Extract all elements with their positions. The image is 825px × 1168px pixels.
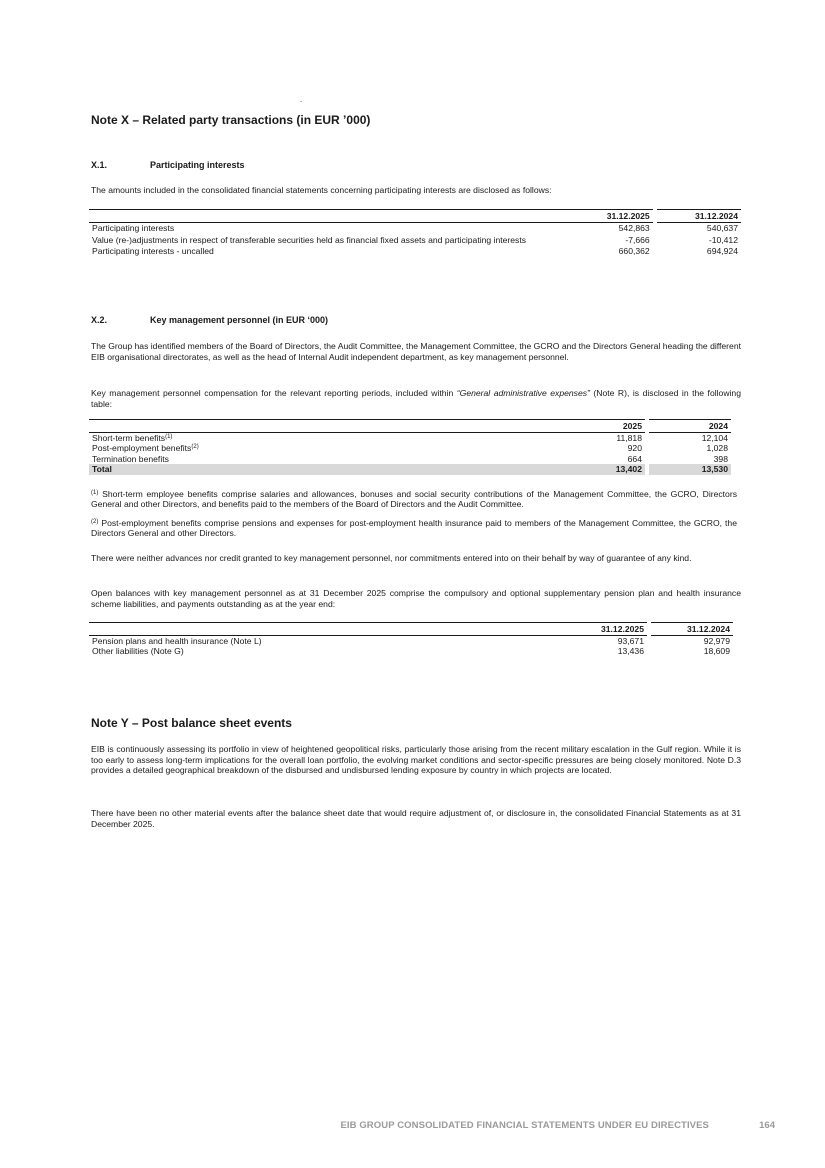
column-header: 31.12.2024 [657,210,741,223]
table-row [89,454,731,465]
page-number: 164 [759,1120,775,1131]
table-row [89,635,733,646]
note-y-para2: There have been no other material events after the balance sheet date that would require adjustment of, or disclosure in, the consolidated Financial Statements as at 31 December 2025. [91,808,741,829]
row-label: Other liabilities (Note G) [92,646,184,656]
participating-interests-table [89,209,741,256]
table-row [89,233,741,246]
section-x2-para3: There were neither advances nor credit granted to key management personnel, nor commitments entered into on their behalf by way of guarantee of any kind. [91,553,692,563]
table-row [89,246,741,257]
section-x2-title: Key management personnel (in EUR ‘000) [150,315,329,325]
row-value-2025: 542,863 [618,222,650,233]
section-x1-title: Participating interests [150,160,245,170]
column-header: 31.12.2025 [563,623,647,636]
row-value-2025: 664 [627,453,642,464]
section-x2-para2: Key management personnel compensation for the relevant reporting periods, included within “General administrative expenses” (Note R), is disclosed in the following table: [91,388,741,409]
table-total-row [89,464,731,475]
row-value-2025: 13,436 [617,646,644,656]
table-header-row [89,210,741,223]
section-x2-number: X.2. [91,315,108,325]
section-x2-para4: Open balances with key management personnel as at 31 December 2025 comprise the compulsory and optional supplementary pension plan and health insurance scheme liabilities, and payments outstanding as at the year end: [91,588,741,609]
row-value-2024: 12,104 [701,432,728,443]
header-blank [89,210,570,223]
row-label: Pension plans and health insurance (Note L) [92,635,262,646]
note-y-title: Note Y – Post balance sheet events [91,716,292,730]
row-value-2025: -7,666 [625,235,650,245]
total-value-2024: 13,530 [649,464,731,475]
stray-dot: . [300,95,303,104]
table-row [89,443,731,454]
table-row [89,222,741,233]
table-header-row [89,623,733,636]
column-header: 31.12.2024 [651,623,733,636]
row-value-2024: -10,412 [708,235,738,245]
note-y-para1: EIB is continuously assessing its portfolio in view of heightened geopolitical risks, particularly those arising from the recent military escalation in the Gulf region. While it is too early to assess long-term implications for the overall loan portfolio, the evolving market conditions and sector-specific pressures are being closely monitored. Note D.3 provides a detailed geographical breakdown of the disbursed and undisbursed lending exposure by country in which projects are located. [91,744,741,776]
footer-title: EIB GROUP CONSOLIDATED FINANCIAL STATEMENTS UNDER EU DIRECTIVES [340,1120,709,1131]
key-management-compensation-table [89,419,731,475]
row-label: Termination benefits [92,453,169,464]
row-value-2025: 11,818 [616,432,642,443]
note-x-title: Note X – Related party transactions (in EUR ’000) [91,113,371,127]
table-header-row [89,420,731,433]
footnote-1: $^{(1)}$ Short-term employee benefits comprise salaries and allowances, bonuses and social security contributions of the Management Committee, the GCRO, Directors General and other Directors, and benefits paid to the members of the Board of Directors and the Audit Committee. [91,489,737,510]
row-value-2025: 660,362 [618,245,650,256]
row-value-2024: 398 [713,453,728,464]
section-x1-number: X.1. [91,160,108,170]
row-value-2025: 920 [627,443,642,453]
open-balances-table [89,622,733,657]
row-value-2024: 92,979 [703,635,730,646]
section-x1-intro: The amounts included in the consolidated financial statements concerning participating interests are disclosed as follows: [91,185,552,195]
header-blank [89,623,563,636]
row-value-2024: 694,924 [706,245,738,256]
row-value-2025: 93,671 [617,635,644,646]
row-value-2024: 1,028 [706,443,728,453]
header-blank [89,420,565,433]
row-value-2024: 18,609 [703,646,730,656]
table-row [89,646,733,657]
column-header: 31.12.2025 [570,210,652,223]
row-label: Value (re-)adjustments in respect of transferable securities held as financial fixed assets and participating interests [92,235,527,245]
row-label: Participating interests [92,222,175,233]
row-label: Participating interests - uncalled [92,245,214,256]
row-label: Post-employment benefits$^{(2)}$ [92,443,199,453]
total-label: Total [89,464,565,475]
row-label: Short-term benefits$^{(1)}$ [92,432,173,443]
column-header: 2024 [649,420,731,433]
total-value-2025: 13,402 [565,464,645,475]
section-x2-para1: The Group has identified members of the Board of Directors, the Audit Committee, the Management Committee, the GCRO and the Directors General heading the different EIB organisational directorates, as well as the head of Internal Audit independent department, as key management personnel. [91,341,741,362]
footnote-2: $^{(2)}$ Post-employment benefits comprise pensions and expenses for post-employment health insurance paid to members of the Management Committee, the GCRO, the Directors General and other Directors. [91,518,737,539]
table-row [89,432,731,443]
column-header: 2025 [565,420,645,433]
row-value-2024: 540,637 [706,222,738,233]
